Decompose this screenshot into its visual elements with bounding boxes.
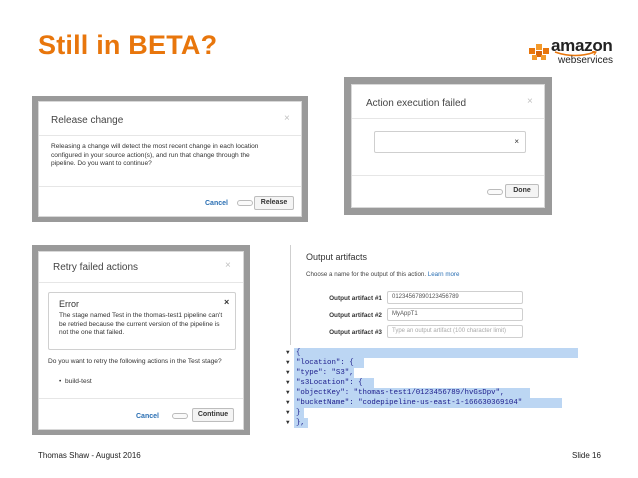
action-name: build-test — [64, 378, 92, 385]
artifact-input-placeholder[interactable]: Type an output artifact (100 character limit) — [387, 325, 523, 338]
dialog-title: Retry failed actions — [53, 262, 139, 273]
action-list-item: • build-test — [59, 378, 92, 385]
artifact-input[interactable]: 01234567890123456789 — [387, 291, 523, 304]
aws-logo — [527, 36, 619, 70]
toggle-switch[interactable] — [237, 200, 253, 206]
divider — [352, 175, 544, 176]
artifact-label: Output artifact #1 — [329, 295, 382, 302]
toggle-switch[interactable] — [172, 413, 188, 419]
divider — [39, 398, 243, 399]
aws-cubes-icon — [527, 40, 551, 62]
collapse-arrow-icon[interactable]: ▼ — [286, 389, 290, 396]
code-line: ▼ "s3Location": { — [286, 378, 578, 388]
artifact-input[interactable]: MyAppT1 — [387, 308, 523, 321]
dialog-title: Release change — [51, 115, 124, 126]
release-change-screenshot — [32, 96, 308, 222]
logo-subtitle: webservices — [558, 55, 614, 66]
code-line: ▼ }, — [286, 418, 578, 428]
cancel-link[interactable]: Cancel — [205, 200, 228, 207]
collapse-arrow-icon[interactable]: ▼ — [286, 409, 290, 416]
action-failed-dialog — [351, 84, 545, 208]
dialog-body: Releasing a change will detect the most recent change in each location configured in your source action(s), and run that change through the pipeline. Do you want to continue? — [51, 143, 259, 168]
collapse-arrow-icon[interactable]: ▼ — [286, 359, 290, 366]
error-box — [48, 292, 236, 350]
close-icon[interactable]: × — [527, 96, 533, 107]
logo-wordmark: amazon — [551, 36, 613, 55]
code-line: ▼ { — [286, 348, 578, 358]
collapse-arrow-icon[interactable]: ▼ — [286, 369, 290, 376]
description-text: Choose a name for the output of this action. — [306, 271, 427, 278]
code-line: ▼ "objectKey": "thomas-test1/0123456789/hvGsDpv", — [286, 388, 578, 398]
error-message: The stage named Test in the thomas-test1 pipeline can't be retried because the current version of the pipeline is not the one that failed. — [59, 312, 223, 337]
release-button[interactable]: Release — [254, 196, 294, 210]
collapse-arrow-icon[interactable]: ▼ — [286, 419, 290, 426]
section-heading: Output artifacts — [306, 252, 368, 262]
close-icon[interactable]: × — [284, 113, 290, 124]
section-description — [306, 271, 459, 278]
error-title: Error — [59, 299, 79, 309]
release-change-dialog — [38, 101, 302, 217]
json-code-block — [286, 348, 580, 430]
divider — [352, 118, 544, 119]
close-icon[interactable]: × — [225, 260, 231, 271]
divider — [39, 186, 301, 187]
continue-button[interactable]: Continue — [192, 408, 234, 422]
retry-failed-screenshot — [32, 245, 250, 435]
collapse-arrow-icon[interactable]: ▼ — [286, 399, 290, 406]
output-artifacts-panel — [290, 245, 586, 345]
close-icon[interactable]: × — [514, 137, 519, 146]
dialog-title: Action execution failed — [366, 98, 467, 109]
collapse-arrow-icon[interactable]: ▼ — [286, 379, 290, 386]
divider — [39, 282, 243, 283]
slide-title: Still in BETA? — [38, 30, 218, 60]
cancel-link[interactable]: Cancel — [136, 413, 159, 420]
artifact-label: Output artifact #3 — [329, 329, 382, 336]
action-failed-screenshot — [344, 77, 552, 215]
collapse-arrow-icon[interactable]: ▼ — [286, 349, 290, 356]
code-line: ▼ "type": "S3", — [286, 369, 354, 377]
panel-border — [290, 245, 291, 345]
slide-number: Slide 16 — [572, 451, 601, 460]
retry-question: Do you want to retry the following actions in the Test stage? — [48, 358, 222, 365]
learn-more-link[interactable]: Learn more — [427, 271, 460, 278]
toggle-switch[interactable] — [487, 189, 503, 195]
divider — [39, 135, 301, 136]
done-button[interactable]: Done — [505, 184, 539, 198]
close-icon[interactable]: × — [224, 297, 230, 307]
code-line: ▼ } — [286, 408, 578, 418]
footer-author: Thomas Shaw - August 2016 — [38, 451, 141, 460]
code-line: ▼ "bucketName": "codepipeline-us-east-1-166630369104" — [286, 398, 578, 408]
artifact-label: Output artifact #2 — [329, 312, 382, 319]
code-line: ▼ "location": { — [286, 358, 578, 368]
error-message-field[interactable] — [374, 131, 526, 153]
retry-failed-dialog — [38, 251, 244, 430]
